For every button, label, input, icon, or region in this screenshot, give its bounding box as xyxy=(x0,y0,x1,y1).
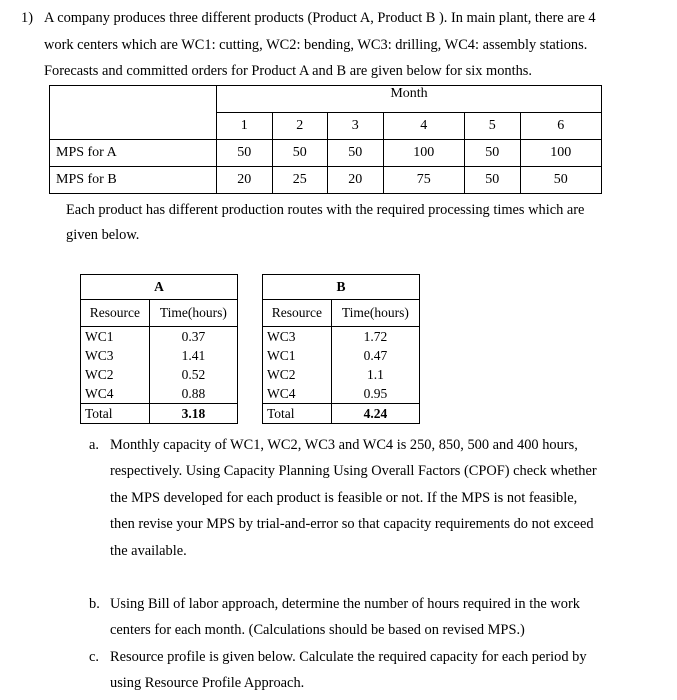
mps-cell: 50 xyxy=(217,140,273,167)
resource-cell: WC1 xyxy=(263,346,332,365)
total-row xyxy=(263,404,420,424)
mps-cell: 75 xyxy=(383,167,464,194)
resource-cell: WC2 xyxy=(263,365,332,384)
time-cell: 0.37 xyxy=(149,327,237,347)
mps-cell: 50 xyxy=(464,167,520,194)
mps-cell: 50 xyxy=(464,140,520,167)
part-a-marker: a. xyxy=(89,437,99,453)
mps-cell: 100 xyxy=(383,140,464,167)
resource-cell: WC4 xyxy=(81,384,150,404)
total-value: 3.18 xyxy=(149,404,237,424)
total-value: 4.24 xyxy=(331,404,419,424)
part-c-line-1: Resource profile is given below. Calculate the required capacity for each period by xyxy=(110,649,587,665)
mps-corner-cell xyxy=(50,86,217,140)
routing-table-b xyxy=(262,274,420,424)
table-a-resource-header: Resource xyxy=(81,300,150,327)
table-row xyxy=(81,327,238,347)
mps-table xyxy=(49,85,602,194)
part-b-line-1: Using Bill of labor approach, determine the number of hours required in the work xyxy=(110,596,580,612)
table-row xyxy=(81,365,238,384)
routing-table-a xyxy=(80,274,238,424)
time-cell: 0.52 xyxy=(149,365,237,384)
time-cell: 1.41 xyxy=(149,346,237,365)
table-a-title: A xyxy=(81,275,238,300)
question-number: 1) xyxy=(21,10,33,26)
part-a-line-5: the available. xyxy=(110,543,187,559)
table-b-title: B xyxy=(263,275,420,300)
part-a-line-3: the MPS developed for each product is feasible or not. If the MPS is not feasible, xyxy=(110,490,578,506)
mps-cell: 50 xyxy=(520,167,602,194)
time-cell: 0.88 xyxy=(149,384,237,404)
part-c-line-2: using Resource Profile Approach. xyxy=(110,675,305,691)
table-row xyxy=(263,327,420,347)
mps-cell: 25 xyxy=(272,167,328,194)
month-header: Month xyxy=(217,86,602,113)
resource-cell: WC4 xyxy=(263,384,332,404)
part-b-line-2: centers for each month. (Calculations should be based on revised MPS.) xyxy=(110,622,525,638)
table-row xyxy=(263,346,420,365)
time-cell: 0.95 xyxy=(331,384,419,404)
month-3-header: 3 xyxy=(328,113,384,140)
total-row xyxy=(81,404,238,424)
total-label: Total xyxy=(263,404,332,424)
routes-line-1: Each product has different production routes with the required processing times which are xyxy=(66,202,585,218)
part-a-line-2: respectively. Using Capacity Planning Using Overall Factors (CPOF) check whether xyxy=(110,463,597,479)
part-a-line-4: then revise your MPS by trial-and-error so that capacity requirements do not exceed xyxy=(110,516,594,532)
table-row xyxy=(81,384,238,404)
table-b-resource-header: Resource xyxy=(263,300,332,327)
mps-cell: 100 xyxy=(520,140,602,167)
month-1-header: 1 xyxy=(217,113,273,140)
mps-row-label: MPS for B xyxy=(50,167,217,194)
time-cell: 1.1 xyxy=(331,365,419,384)
mps-cell: 20 xyxy=(217,167,273,194)
table-row xyxy=(81,346,238,365)
mps-cell: 50 xyxy=(328,140,384,167)
mps-cell: 20 xyxy=(328,167,384,194)
intro-line-2: work centers which are WC1: cutting, WC2: bending, WC3: drilling, WC4: assembly stations. xyxy=(44,37,588,53)
month-5-header: 5 xyxy=(464,113,520,140)
table-b-time-header: Time(hours) xyxy=(331,300,419,327)
time-cell: 0.47 xyxy=(331,346,419,365)
time-cell: 1.72 xyxy=(331,327,419,347)
intro-line-1: A company produces three different products (Product A, Product B ). In main plant, there are 4 xyxy=(44,10,596,26)
month-4-header: 4 xyxy=(383,113,464,140)
resource-cell: WC2 xyxy=(81,365,150,384)
intro-line-3: Forecasts and committed orders for Product A and B are given below for six months. xyxy=(44,63,532,79)
total-label: Total xyxy=(81,404,150,424)
month-2-header: 2 xyxy=(272,113,328,140)
month-6-header: 6 xyxy=(520,113,602,140)
mps-row-label: MPS for A xyxy=(50,140,217,167)
resource-cell: WC3 xyxy=(263,327,332,347)
mps-cell: 50 xyxy=(272,140,328,167)
mps-row-b xyxy=(50,167,602,194)
routes-line-2: given below. xyxy=(66,227,140,243)
table-row xyxy=(263,384,420,404)
part-b-marker: b. xyxy=(89,596,100,612)
table-row xyxy=(263,365,420,384)
table-a-time-header: Time(hours) xyxy=(149,300,237,327)
mps-row-a xyxy=(50,140,602,167)
part-c-marker: c. xyxy=(89,649,99,665)
resource-cell: WC3 xyxy=(81,346,150,365)
resource-cell: WC1 xyxy=(81,327,150,347)
part-a-line-1: Monthly capacity of WC1, WC2, WC3 and WC4 is 250, 850, 500 and 400 hours, xyxy=(110,437,578,453)
